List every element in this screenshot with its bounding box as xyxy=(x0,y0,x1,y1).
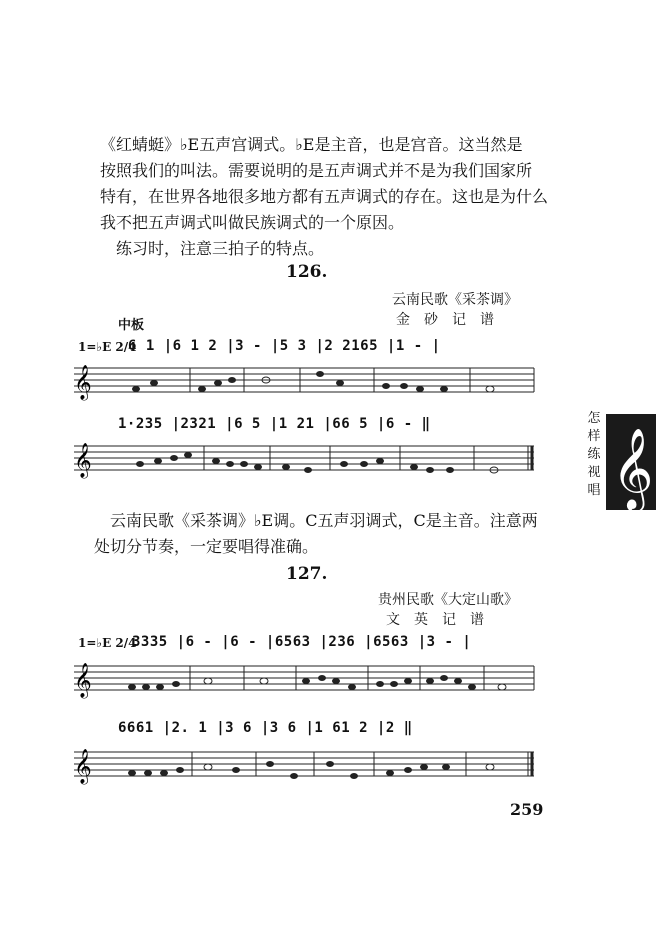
intro-line: 特有，在世界各地很多地方都有五声调式的存在。这也是为什么 xyxy=(100,187,549,206)
chapter-char: 怎 xyxy=(587,411,601,426)
music-staff xyxy=(74,440,554,480)
key-signature-text: 1=♭E 2/4 xyxy=(78,340,137,354)
music-staff xyxy=(74,744,554,788)
song-source: 贵州民歌《大定山歌》 xyxy=(378,592,518,608)
middle-line: 云南民歌《采茶调》♭E调。C五声羽调式，C是主音。注意两 xyxy=(94,511,538,530)
song-source: 云南民歌《采茶调》 xyxy=(392,292,518,308)
chapter-char: 视 xyxy=(587,465,601,480)
transcriber: 文英记谱 xyxy=(386,612,498,628)
treble-clef-icon: 𝄞 xyxy=(74,663,92,698)
svg-text:𝄞: 𝄞 xyxy=(612,427,654,509)
source-credit-126 xyxy=(392,290,518,330)
chapter-side-tab xyxy=(584,410,656,510)
intro-line: 练习时，注意三拍子的特点。 xyxy=(100,239,325,258)
treble-clef-icon: 𝄞 xyxy=(74,365,92,400)
exercise-number-126: 126. xyxy=(286,262,328,282)
chapter-char: 样 xyxy=(587,429,601,444)
music-staff xyxy=(74,362,554,402)
intro-line: 按照我们的叫法。需要说明的是五声调式并不是为我们国家所 xyxy=(100,161,533,180)
jianpu-row: 1·235 |2321 |6 5 |1 21 |66 5 |6 - ‖ xyxy=(118,416,431,432)
treble-clef-icon xyxy=(606,414,656,510)
chapter-char: 唱 xyxy=(587,483,601,498)
jianpu-row: 6 1 |6 1 2 |3 - |5 3 |2 2165 |1 - | xyxy=(128,338,441,354)
middle-paragraph xyxy=(94,508,544,560)
intro-line: 我不把五声调式叫做民族调式的一个原因。 xyxy=(100,213,405,232)
tempo-marking: 中板 xyxy=(118,318,145,333)
intro-paragraph xyxy=(100,132,550,262)
middle-line: 处切分节奏，一定要唱得准确。 xyxy=(94,537,319,556)
source-credit-127 xyxy=(378,590,518,630)
jianpu-row: 6661 |2. 1 |3 6 |3 6 |1 61 2 |2 ‖ xyxy=(118,720,413,736)
transcriber: 金砂记谱 xyxy=(396,312,508,328)
key-signature-text: 1=♭E 2/4 xyxy=(78,636,137,650)
treble-clef-icon: 𝄞 xyxy=(74,749,92,784)
chapter-title-vertical xyxy=(584,410,604,500)
exercise-number-127: 127. xyxy=(286,564,328,584)
jianpu-row: 3335 |6 - |6 - |6563 |236 |6563 |3 - | xyxy=(132,634,472,650)
intro-line: 《红蜻蜓》♭E五声宫调式。♭E是主音，也是宫音。这当然是 xyxy=(100,135,523,154)
page-number: 259 xyxy=(510,800,544,819)
treble-clef-icon: 𝄞 xyxy=(74,443,92,478)
music-staff xyxy=(74,658,554,702)
chapter-char: 练 xyxy=(587,447,601,462)
